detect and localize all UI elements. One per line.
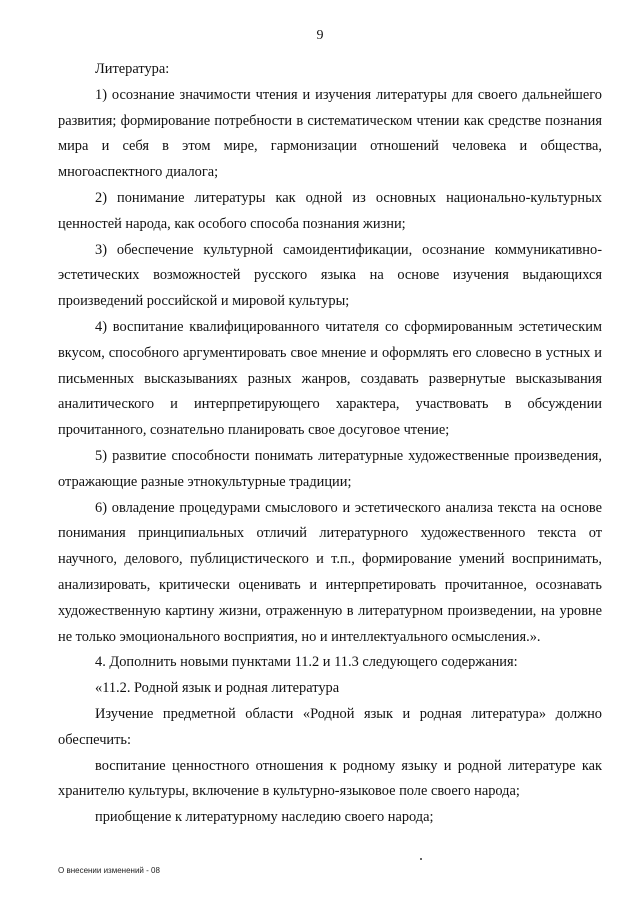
section-heading-literature: Литература:	[95, 61, 170, 77]
page-number: 9	[316, 28, 324, 43]
scan-speck	[420, 858, 422, 860]
document-body	[58, 57, 602, 831]
amendment-instruction: 4. Дополнить новыми пунктами 11.2 и 11.3 следующего содержания:	[95, 654, 518, 671]
paragraph-literary-heritage: приобщение к литературному наследию своего народа;	[95, 809, 434, 826]
section-heading-11-2: «11.2. Родной язык и родная литература	[95, 680, 340, 697]
paragraph-item-1: 1) осознание значимости чтения и изучения литературы для своего дальнейшего развития; формирование потребности в систематическом чтении как средстве познания мира и себя в этом мире, гармонизации отношений человека и общества, многоаспектного диалога;	[58, 86, 602, 181]
paragraph-item-3: 3) обеспечение культурной самоидентификации, осознание коммуникативно-эстетических возможностей русского языка на основе изучения выдающихся произведений российской и мировой культуры;	[58, 241, 602, 310]
paragraph-item-4: 4) воспитание квалифицированного читателя со сформированным эстетическим вкусом, способного аргументировать свое мнение и оформлять его словесно в устных и письменных высказываниях разных жанров, создавать развернутые высказывания аналитического и интерпретирующего характера, участвовать в обсуждении прочитанного, сознательно планировать свое досуговое чтение;	[58, 318, 602, 439]
paragraph-subject-area: Изучение предметной области «Родной язык и родная литература» должно обеспечить:	[58, 705, 602, 748]
page-footer: О внесении изменений - 08	[58, 866, 160, 875]
paragraph-item-5: 5) развитие способности понимать литературные художественные произведения, отражающие разные этнокультурные традиции;	[58, 447, 602, 490]
paragraph-value-attitude: воспитание ценностного отношения к родному языку и родной литературе как хранителю культуры, включение в культурно-языковое поле своего народа;	[58, 757, 602, 800]
paragraph-item-6: 6) овладение процедурами смыслового и эстетического анализа текста на основе понимания принципиальных отличий литературного художественного текста от научного, делового, публицистического и т.п., формирование умений воспринимать, анализировать, критически оценивать и интерпретировать прочитанное, осознавать художественную картину жизни, отраженную в литературном произведении, на уровне не только эмоционального восприятия, но и интеллектуального осмысления.».	[58, 499, 602, 645]
paragraph-item-2: 2) понимание литературы как одной из основных национально-культурных ценностей народа, как особого способа познания жизни;	[58, 189, 602, 232]
